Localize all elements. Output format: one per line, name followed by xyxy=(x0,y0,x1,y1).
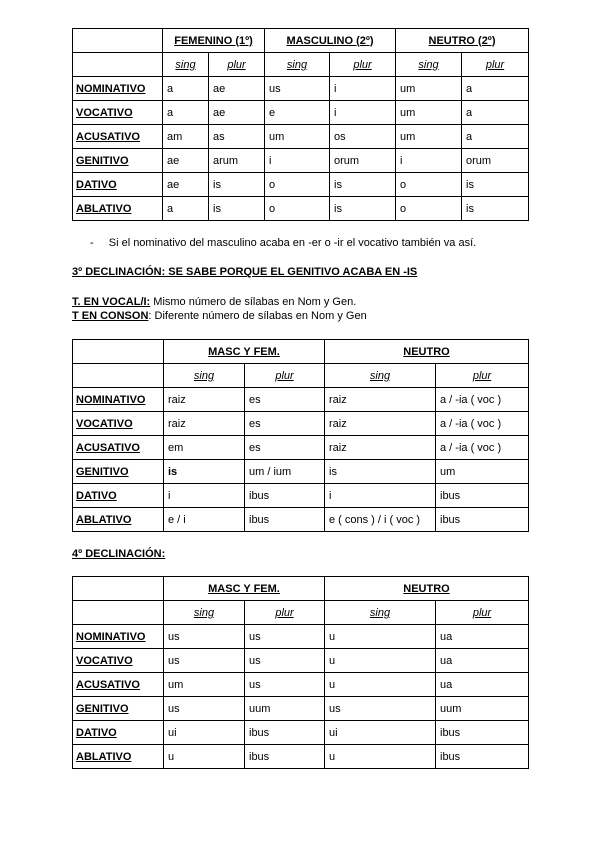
sub-plur: plur xyxy=(330,53,396,77)
table-row xyxy=(73,173,529,197)
case-label: NOMINATIVO xyxy=(73,77,163,101)
table-row xyxy=(73,149,529,173)
ending-cell: am xyxy=(163,125,209,149)
ending-cell: ibus xyxy=(245,745,325,769)
subheader-row xyxy=(73,53,529,77)
case-label: ABLATIVO xyxy=(73,745,164,769)
ending-cell: i xyxy=(164,484,245,508)
ending-cell: ae xyxy=(163,149,209,173)
ending-cell: is xyxy=(330,197,396,221)
header-row xyxy=(73,29,529,53)
ending-cell: is xyxy=(209,173,265,197)
ending-cell: em xyxy=(164,436,245,460)
ending-cell: is xyxy=(164,460,245,484)
header-row xyxy=(73,340,529,364)
case-label: GENITIVO xyxy=(73,460,164,484)
table-row xyxy=(73,649,529,673)
sub-plur: plur xyxy=(436,601,529,625)
case-label: DATIVO xyxy=(73,484,164,508)
case-label: NOMINATIVO xyxy=(73,625,164,649)
ending-cell: i xyxy=(330,101,396,125)
case-label: ACUSATIVO xyxy=(73,673,164,697)
ending-cell: um xyxy=(265,125,330,149)
ending-cell: ui xyxy=(164,721,245,745)
sub-sing: sing xyxy=(325,601,436,625)
table-row xyxy=(73,101,529,125)
corner-cell xyxy=(73,601,164,625)
table-row xyxy=(73,508,529,532)
case-label: VOCATIVO xyxy=(73,649,164,673)
ending-cell: es xyxy=(245,412,325,436)
ending-cell: ua xyxy=(436,625,529,649)
case-label: DATIVO xyxy=(73,173,163,197)
ending-cell: raiz xyxy=(164,388,245,412)
case-label: ACUSATIVO xyxy=(73,125,163,149)
ending-cell: is xyxy=(462,173,529,197)
ending-cell: us xyxy=(245,673,325,697)
ending-cell: os xyxy=(330,125,396,149)
sub-sing: sing xyxy=(164,601,245,625)
ending-cell: raiz xyxy=(164,412,245,436)
ending-cell: i xyxy=(265,149,330,173)
ending-cell: ibus xyxy=(436,721,529,745)
vocative-note xyxy=(90,237,476,249)
ending-cell: u xyxy=(164,745,245,769)
ending-cell: us xyxy=(265,77,330,101)
ending-cell: us xyxy=(325,697,436,721)
ending-cell: um xyxy=(396,101,462,125)
third-declension-title: 3º DECLINACIÓN: SE SABE PORQUE EL GENITIVO ACABA EN -IS xyxy=(72,266,418,278)
ending-cell: a / -ia ( voc ) xyxy=(436,388,529,412)
ending-cell: a xyxy=(163,101,209,125)
sub-sing: sing xyxy=(265,53,330,77)
fourth-declension-title: 4º DECLINACIÓN: xyxy=(72,548,166,560)
table-row xyxy=(73,745,529,769)
header-masc-fem: MASC Y FEM. xyxy=(164,577,325,601)
ending-cell: es xyxy=(245,436,325,460)
table-row xyxy=(73,412,529,436)
ending-cell: i xyxy=(325,484,436,508)
ending-cell: a / -ia ( voc ) xyxy=(436,412,529,436)
sub-sing: sing xyxy=(325,364,436,388)
ending-cell: ibus xyxy=(245,484,325,508)
ending-cell: u xyxy=(325,745,436,769)
ending-cell: ibus xyxy=(436,745,529,769)
header-neutro: NEUTRO xyxy=(325,340,529,364)
ending-cell: us xyxy=(245,649,325,673)
ending-cell: us xyxy=(164,697,245,721)
ending-cell: e xyxy=(265,101,330,125)
table-row xyxy=(73,197,529,221)
ending-cell: a xyxy=(462,125,529,149)
ending-cell: u xyxy=(325,625,436,649)
ending-cell: um xyxy=(396,125,462,149)
ending-cell: is xyxy=(209,197,265,221)
ending-cell: is xyxy=(330,173,396,197)
note-bullet: - xyxy=(90,237,94,249)
table-row xyxy=(73,625,529,649)
ending-cell: ae xyxy=(209,77,265,101)
ending-cell: ibus xyxy=(436,508,529,532)
ending-cell: ua xyxy=(436,673,529,697)
third-declension-table xyxy=(72,339,529,532)
corner-cell xyxy=(73,340,164,364)
ending-cell: arum xyxy=(209,149,265,173)
sub-sing: sing xyxy=(164,364,245,388)
header-masculino: MASCULINO (2º) xyxy=(265,29,396,53)
ending-cell: raiz xyxy=(325,388,436,412)
ending-cell: ae xyxy=(163,173,209,197)
table-row xyxy=(73,460,529,484)
case-label: VOCATIVO xyxy=(73,101,163,125)
table-row xyxy=(73,673,529,697)
vocal-stem-label: T. EN VOCAL/I: xyxy=(72,296,151,308)
ending-cell: uum xyxy=(436,697,529,721)
ending-cell: o xyxy=(396,197,462,221)
ending-cell: es xyxy=(245,388,325,412)
ending-cell: raiz xyxy=(325,436,436,460)
vocal-stem-line xyxy=(72,296,356,308)
case-label: ACUSATIVO xyxy=(73,436,164,460)
fourth-declension-table xyxy=(72,576,529,769)
case-label: GENITIVO xyxy=(73,697,164,721)
header-femenino: FEMENINO (1º) xyxy=(163,29,265,53)
ending-cell: u xyxy=(325,649,436,673)
table-row xyxy=(73,484,529,508)
case-label: ABLATIVO xyxy=(73,508,164,532)
ending-cell: um xyxy=(396,77,462,101)
ending-cell: ibus xyxy=(436,484,529,508)
ending-cell: raiz xyxy=(325,412,436,436)
ending-cell: us xyxy=(164,625,245,649)
subheader-row xyxy=(73,601,529,625)
sub-plur: plur xyxy=(209,53,265,77)
sub-plur: plur xyxy=(245,601,325,625)
ending-cell: i xyxy=(330,77,396,101)
table-row xyxy=(73,388,529,412)
consonant-stem-label: T EN CONSON xyxy=(72,310,149,322)
ending-cell: orum xyxy=(330,149,396,173)
ending-cell: a xyxy=(163,197,209,221)
ending-cell: uum xyxy=(245,697,325,721)
table-row xyxy=(73,721,529,745)
case-label: VOCATIVO xyxy=(73,412,164,436)
ending-cell: ui xyxy=(325,721,436,745)
ending-cell: um xyxy=(436,460,529,484)
ending-cell: o xyxy=(396,173,462,197)
corner-cell xyxy=(73,577,164,601)
case-label: GENITIVO xyxy=(73,149,163,173)
ending-cell: orum xyxy=(462,149,529,173)
sub-plur: plur xyxy=(462,53,529,77)
case-label: NOMINATIVO xyxy=(73,388,164,412)
consonant-stem-line xyxy=(72,310,367,322)
ending-cell: us xyxy=(164,649,245,673)
ending-cell: o xyxy=(265,173,330,197)
subheader-row xyxy=(73,364,529,388)
case-label: DATIVO xyxy=(73,721,164,745)
note-text: Si el nominativo del masculino acaba en -er o -ir el vocativo también va así. xyxy=(108,237,477,249)
ending-cell: is xyxy=(462,197,529,221)
table-row xyxy=(73,125,529,149)
ending-cell: a / -ia ( voc ) xyxy=(436,436,529,460)
ending-cell: ibus xyxy=(245,508,325,532)
corner-cell xyxy=(73,364,164,388)
ending-cell: u xyxy=(325,673,436,697)
ending-cell: a xyxy=(163,77,209,101)
case-label: ABLATIVO xyxy=(73,197,163,221)
table-row xyxy=(73,77,529,101)
ending-cell: ua xyxy=(436,649,529,673)
sub-plur: plur xyxy=(245,364,325,388)
ending-cell: e ( cons ) / i ( voc ) xyxy=(325,508,436,532)
first-second-declension-table xyxy=(72,28,529,221)
corner-cell xyxy=(73,29,163,53)
table-row xyxy=(73,697,529,721)
ending-cell: o xyxy=(265,197,330,221)
sub-plur: plur xyxy=(436,364,529,388)
ending-cell: us xyxy=(245,625,325,649)
vocal-stem-text: Mismo número de sílabas en Nom y Gen. xyxy=(150,296,357,308)
sub-sing: sing xyxy=(396,53,462,77)
ending-cell: e / i xyxy=(164,508,245,532)
ending-cell: is xyxy=(325,460,436,484)
table-row xyxy=(73,436,529,460)
ending-cell: um / ium xyxy=(245,460,325,484)
sub-sing: sing xyxy=(163,53,209,77)
consonant-stem-text: : Diferente número de sílabas en Nom y Gen xyxy=(148,310,367,322)
ending-cell: ae xyxy=(209,101,265,125)
ending-cell: i xyxy=(396,149,462,173)
header-neutro: NEUTRO xyxy=(325,577,529,601)
header-row xyxy=(73,577,529,601)
ending-cell: a xyxy=(462,101,529,125)
header-neutro: NEUTRO (2º) xyxy=(396,29,529,53)
corner-cell xyxy=(73,53,163,77)
ending-cell: ibus xyxy=(245,721,325,745)
ending-cell: as xyxy=(209,125,265,149)
header-masc-fem: MASC Y FEM. xyxy=(164,340,325,364)
ending-cell: um xyxy=(164,673,245,697)
ending-cell: a xyxy=(462,77,529,101)
